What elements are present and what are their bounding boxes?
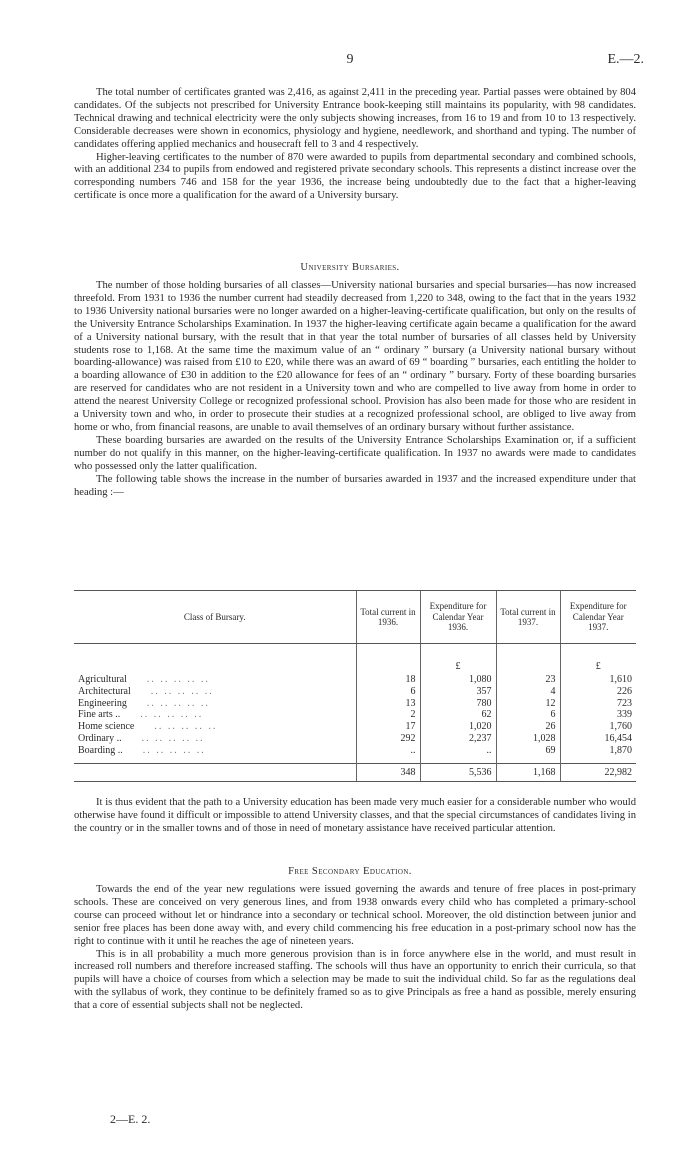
cell-total-1937: 23 xyxy=(496,674,560,686)
table-header-row xyxy=(74,591,636,644)
total-1937: 1,168 xyxy=(496,763,560,782)
table-row: Fine arts .. .. .. .. .. .. 2 62 6 339 xyxy=(74,709,636,721)
class-label: Ordinary .. xyxy=(78,732,122,744)
paragraph: This is in all probability a much more generous provision than is in force anywhere else in the world, and must result in increased roll numbers and therefore increased staffing. The schools will thus have an opportunity to enrich their curricula, so that pupils will have a choice of courses from which a selection may be made to suit the individual child. So far as the regulations deal with the syllabus of work, they continue to be definitely framed so as to give Principals as free a hand as possible, merely ensuring that a core of essential subjects shall not be neglected. xyxy=(74,948,636,1012)
cell-total-1937: 12 xyxy=(496,698,560,710)
free-education-section xyxy=(74,884,636,1013)
cell-expenditure-1936: 780 xyxy=(420,698,496,710)
section-heading-free-secondary-education: Free Secondary Education. xyxy=(288,866,412,877)
cell-expenditure-1936: 357 xyxy=(420,686,496,698)
cell-expenditure-1937: 1,610 xyxy=(560,674,636,686)
currency-row xyxy=(74,660,636,674)
header-class: Class of Bursary. xyxy=(74,591,356,644)
cell-expenditure-1936: 1,080 xyxy=(420,674,496,686)
cell-expenditure-1937: 1,760 xyxy=(560,721,636,733)
cell-total-1937: 1,028 xyxy=(496,733,560,745)
cell-expenditure-1937: 723 xyxy=(560,698,636,710)
cell-total-1936: .. xyxy=(356,745,420,763)
cell-expenditure-1937: 339 xyxy=(560,709,636,721)
cell-expenditure-1937: 16,454 xyxy=(560,733,636,745)
cell-total-1936: 13 xyxy=(356,698,420,710)
table-total-row xyxy=(74,763,636,782)
table-row: Agricultural .. .. .. .. .. 18 1,080 23 1,610 xyxy=(74,674,636,686)
class-label: Home science xyxy=(78,721,135,733)
intro-section xyxy=(74,87,636,203)
paragraph: The number of those holding bursaries of all classes—University national bursaries and special bursaries—has now increased threefold. From 1931 to 1936 the number current had steadily decreased from 1,220 to 348, owing to the fact that in the years 1932 to 1936 University national bursaries were no longer awarded on a higher-leaving-certificate qualification, but only on the results of the University Entrance Scholarships Examination. In 1937 the higher-leaving certificate again became a qualification for the award of a University national bursary, with the result that in that year the total number of bursaries of all classes held by University students rose to 1,168. At the same time the maximum value of an “ ordinary ” bursary (a University national bursary without boarding-allowance) was raised from £10 to £20, while there was an award of 69 “ boarding ” bursaries, each entitling the holder to a boarding allowance of £30 in addition to the £20 allowance for fees of an “ ordinary ” bursary. Forty of these boarding bursaries are reserved for candidates who are not resident in a University town and who are compelled to live away from home in order to attend the nearest University College or recognized professional school. Provision has also been made for those who are resident in a University town and who, in order to prosecute their studies at a recognized professional school, are obliged to live away from home or who, from financial reasons, are unable to avail themselves of an ordinary bursary without further assistance. xyxy=(74,280,636,433)
footer-signature: 2—E. 2. xyxy=(110,1112,151,1126)
class-label: Engineering xyxy=(78,697,127,709)
cell-total-1936: 292 xyxy=(356,733,420,745)
paragraph: Towards the end of the year new regulations were issued governing the awards and tenure of free places in post-primary schools. These are conceived on very generous lines, and from 1938 onwards every child who has completed a primary-school course can proceed without let or hindrance into a secondary or technical school. Moreover, the old distinction between junior and senior free places has been done away with, and every child commencing his free education in a post-primary school now has the right to continue with it until he reaches the age of nineteen years. xyxy=(74,884,636,947)
total-expenditure-1937: 22,982 xyxy=(560,763,636,782)
cell-expenditure-1937: 1,870 xyxy=(560,745,636,763)
page-reference: E.—2. xyxy=(607,52,644,67)
paragraph: It is thus evident that the path to a University education has been made very much easier for a considerable number who would otherwise have found it difficult or impossible to attend University classes, and that the special circumstances of candidates living in the country or in the smaller towns and of those in need of monetary assistance have received particular attention. xyxy=(74,797,636,834)
cell-total-1936: 6 xyxy=(356,686,420,698)
table-row: Engineering .. .. .. .. .. 13 780 12 723 xyxy=(74,698,636,710)
cell-total-1937: 69 xyxy=(496,745,560,763)
header-total-1936: Total current in 1936. xyxy=(356,591,420,644)
table-row: Architectural .. .. .. .. .. 6 357 4 226 xyxy=(74,686,636,698)
paragraph: The following table shows the increase in the number of bursaries awarded in 1937 and the increased expenditure under that heading :— xyxy=(74,473,636,498)
paragraph: The total number of certificates granted was 2,416, as against 2,411 in the preceding year. Partial passes were obtained by 804 candidates. Of the subjects not prescribed for University Entrance book-keeping still maintains its popularity, with 98 candidates. Technical drawing and technical electricity were the only subjects showing increases, from 16 to 19 and from 10 to 13 respectively. Considerable decreases were shown in economics, physiology and hygiene, needlework, and shorthand and typing. The number of candidates offering applied mechanics and housecraft fell to 3 and 4 respectively. xyxy=(74,87,636,150)
class-label: Fine arts .. xyxy=(78,709,121,721)
section-heading-university-bursaries: University Bursaries. xyxy=(300,262,400,273)
cell-total-1937: 6 xyxy=(496,709,560,721)
header-expenditure-1936: Expenditure for Calendar Year 1936. xyxy=(420,591,496,644)
cell-expenditure-1936: 62 xyxy=(420,709,496,721)
table-row: Ordinary .. .. .. .. .. .. 292 2,237 1,028 16,454 xyxy=(74,733,636,745)
cell-total-1937: 26 xyxy=(496,721,560,733)
cell-expenditure-1936: 2,237 xyxy=(420,733,496,745)
class-label: Boarding .. xyxy=(78,744,123,756)
paragraph: These boarding bursaries are awarded on the results of the University Entrance Scholarships Examination or, if a sufficient number do not qualify in this manner, on the higher-leaving-certificate qualification. In 1937 no awards were made to candidates who possessed only the latter qualification. xyxy=(74,434,636,472)
table-row: Boarding .. .. .. .. .. .. .. .. 69 1,870 xyxy=(74,745,636,763)
cell-total-1936: 18 xyxy=(356,674,420,686)
total-expenditure-1936: 5,536 xyxy=(420,763,496,782)
bursary-table xyxy=(74,590,636,782)
cell-expenditure-1936: 1,020 xyxy=(420,721,496,733)
page-number: 9 xyxy=(346,52,354,67)
paragraph: Higher-leaving certificates to the number of 870 were awarded to pupils from departmental secondary and combined schools, with an additional 234 to pupils from endowed and registered private secondary schools. This represents a distinct increase over the corresponding numbers 746 and 158 for the year 1936, the increase being undoubtedly due to the fact that a higher-leaving certificate is once more a qualification for the award of a University bursary. xyxy=(74,151,636,202)
cell-expenditure-1937: 226 xyxy=(560,686,636,698)
cell-expenditure-1936: .. xyxy=(420,745,496,763)
table-row: Home science .. .. .. .. .. 17 1,020 26 1,760 xyxy=(74,721,636,733)
total-1936: 348 xyxy=(356,763,420,782)
cell-total-1936: 17 xyxy=(356,721,420,733)
class-label: Agricultural xyxy=(78,674,127,685)
currency-symbol: £ xyxy=(420,660,496,674)
currency-symbol: £ xyxy=(560,660,636,674)
class-label: Architectural xyxy=(78,685,131,697)
after-table-section xyxy=(74,797,636,836)
cell-total-1936: 2 xyxy=(356,709,420,721)
bursaries-section xyxy=(74,280,636,499)
cell-total-1937: 4 xyxy=(496,686,560,698)
header-expenditure-1937: Expenditure for Calendar Year 1937. xyxy=(560,591,636,644)
header-total-1937: Total current in 1937. xyxy=(496,591,560,644)
